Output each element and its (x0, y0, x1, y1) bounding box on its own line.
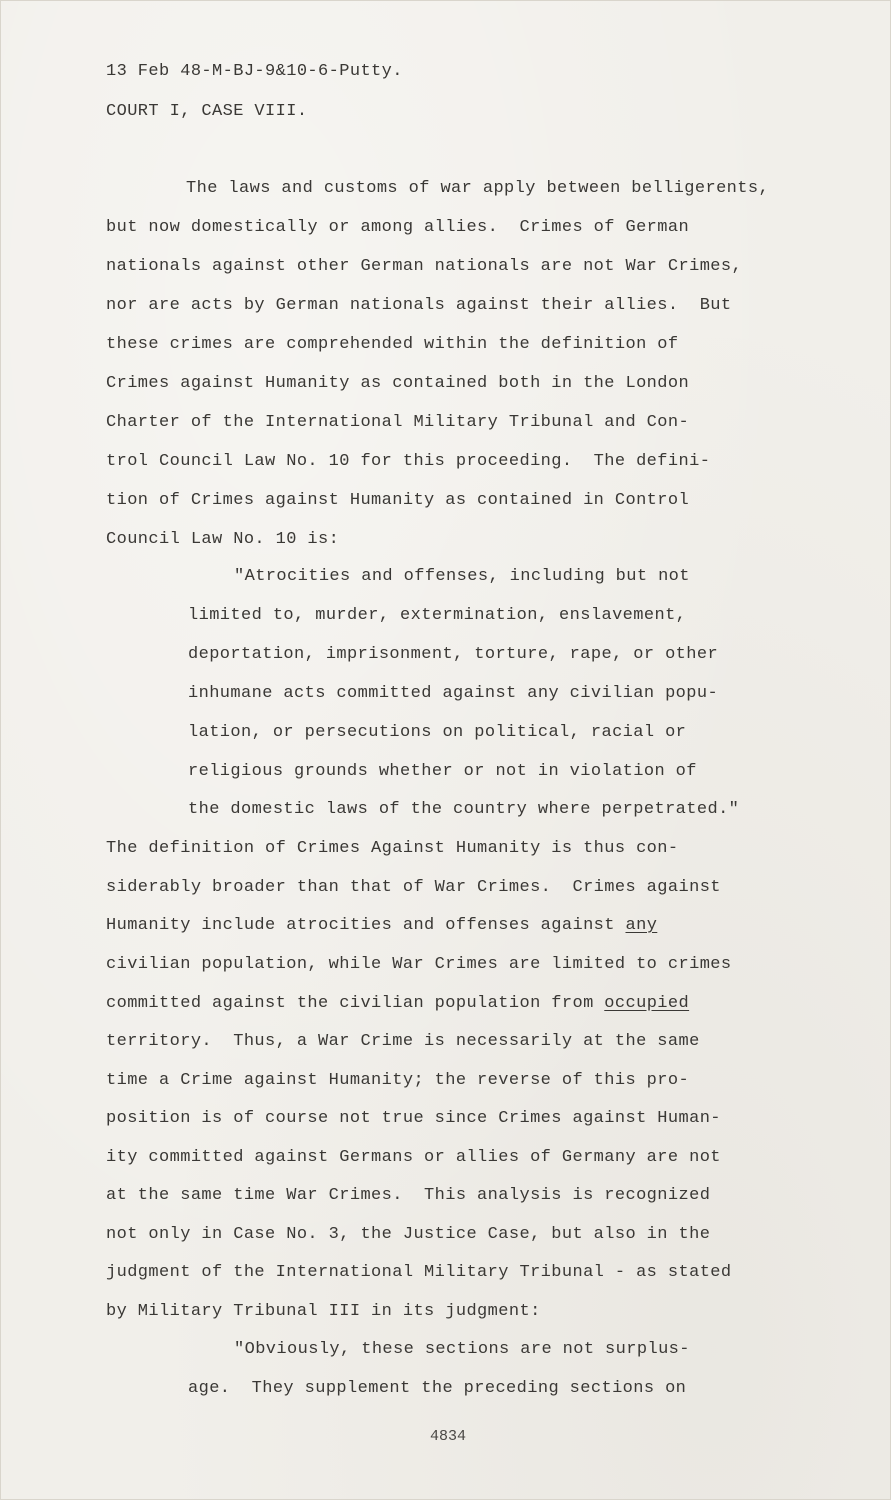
paragraph-2-line: territory. Thus, a War Crime is necessarily at the same (106, 1032, 700, 1051)
quote-1-line: lation, or persecutions on political, racial or (188, 723, 687, 742)
page-number: 4834 (430, 1428, 467, 1445)
quote-1-line: the domestic laws of the country where perpetrated." (188, 800, 740, 819)
quote-2-line: age. They supplement the preceding sections on (188, 1379, 687, 1398)
paragraph-2-line: siderably broader than that of War Crimes. Crimes against (106, 878, 721, 897)
paragraph-1-line: trol Council Law No. 10 for this proceeding. The defini- (106, 452, 711, 471)
quote-1-line: deportation, imprisonment, torture, rape, or other (188, 645, 719, 664)
header-line-court-case: COURT I, CASE VIII. (106, 102, 308, 121)
header-line-date-ref: 13 Feb 48-M-BJ-9&10-6-Putty. (106, 62, 403, 81)
paragraph-1-line: The laws and customs of war apply between belligerents, (186, 179, 770, 198)
paragraph-1-line: nor are acts by German nationals against their allies. But (106, 296, 732, 315)
paragraph-2-line-text: committed against the civilian population from (106, 994, 605, 1013)
paragraph-2-line-text: Humanity include atrocities and offenses against (106, 916, 626, 935)
underlined-word-occupied: occupied (604, 994, 690, 1013)
paragraph-2-line (106, 995, 689, 1012)
paragraph-2-line: by Military Tribunal III in its judgment: (106, 1302, 541, 1321)
paragraph-2-line: ity committed against Germans or allies of Germany are not (106, 1148, 721, 1167)
quote-2-line: "Obviously, these sections are not surplus- (234, 1340, 690, 1359)
paragraph-1-line: Crimes against Humanity as contained both in the London (106, 374, 690, 393)
paragraph-2-line: civilian population, while War Crimes are limited to crimes (106, 955, 732, 974)
quote-1-line: inhumane acts committed against any civilian popu- (188, 684, 719, 703)
paragraph-1-line: these crimes are comprehended within the definition of (106, 335, 679, 354)
paragraph-2-line: The definition of Crimes Against Humanity is thus con- (106, 839, 679, 858)
quote-1-line: limited to, murder, extermination, enslavement, (188, 606, 687, 625)
underlined-word-any: any (625, 916, 658, 935)
paragraph-2-line: time a Crime against Humanity; the reverse of this pro- (106, 1071, 690, 1090)
paragraph-1-line: Council Law No. 10 is: (106, 530, 340, 549)
quote-1-line: religious grounds whether or not in violation of (188, 762, 697, 781)
paragraph-1-line: but now domestically or among allies. Crimes of German (106, 218, 690, 237)
paragraph-2-line: at the same time War Crimes. This analysis is recognized (106, 1186, 711, 1205)
paragraph-1-line: tion of Crimes against Humanity as contained in Control (106, 491, 690, 510)
paragraph-2-line (106, 917, 657, 934)
paragraph-2-line: not only in Case No. 3, the Justice Case, but also in the (106, 1225, 711, 1244)
paragraph-1-line: nationals against other German nationals are not War Crimes, (106, 257, 743, 276)
paragraph-1-line: Charter of the International Military Tribunal and Con- (106, 413, 690, 432)
paragraph-2-line: position is of course not true since Crimes against Human- (106, 1109, 721, 1128)
paragraph-2-line: judgment of the International Military Tribunal - as stated (106, 1263, 732, 1282)
quote-1-line: "Atrocities and offenses, including but not (234, 567, 690, 586)
